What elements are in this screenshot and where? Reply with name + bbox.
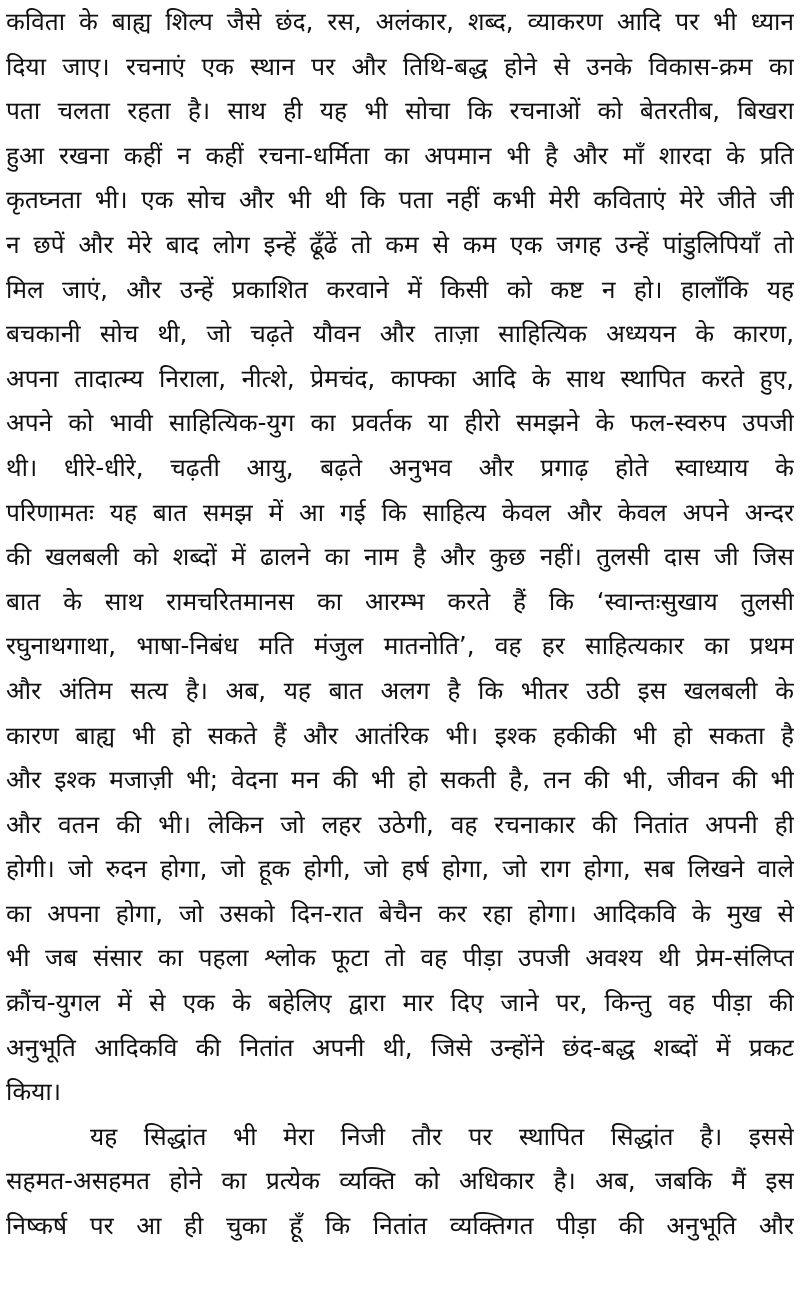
text-line: निष्कर्ष पर आ ही चुका हूँ कि नितांत व्यक्तिगत पीड़ा की अनुभूति और (6, 1211, 794, 1241)
text-line: कृतघ्नता भी। एक सोच और भी थी कि पता नहीं कभी मेरी कविताएं मेरे जीते जी (6, 185, 794, 215)
text-line: और अंतिम सत्य है। अब, यह बात अलग है कि भीतर उठी इस खलबली के (6, 675, 794, 705)
text-line: का अपना होगा, जो उसको दिन-रात बेचैन कर रहा होगा। आदिकवि के मुख से (6, 898, 794, 928)
text-line: कविता के बाह्य शिल्प जैसे छंद, रस, अलंकार, शब्द, व्याकरण आदि पर भी ध्यान (6, 7, 794, 36)
paragraph (6, 1115, 794, 1249)
text-line: अनुभूति आदिकवि की नितांत अपनी थी, जिसे उन्होंने छंद-बद्ध शब्दों में प्रकट (6, 1032, 794, 1062)
paragraph (6, 0, 794, 1115)
text-line: न छपें और मेरे बाद लोग इन्हें ढूँढें तो कम से कम एक जगह उन्हें पांडुलिपियाँ तो (6, 229, 794, 259)
text-line: अपने को भावी साहित्यिक-युग का प्रवर्तक या हीरो समझने के फल-स्वरुप उपजी (6, 408, 794, 438)
text-line: भी जब संसार का पहला श्लोक फूटा तो वह पीड़ा उपजी अवश्य थी प्रेम-संलिप्त (6, 943, 794, 973)
text-line: अपना तादात्म्य निराला, नीत्शे, प्रेमचंद, काफ्का आदि के साथ स्थापित करते हुए, (6, 363, 794, 393)
text-line: सहमत-असहमत होने का प्रत्येक व्यक्ति को अधिकार है। अब, जबकि मैं इस (6, 1166, 794, 1196)
text-line: बात के साथ रामचरितमानस का आरम्भ करते हैं कि ‘स्वान्तःसुखाय तुलसी (6, 586, 794, 616)
text-line: और इश्क मजाज़ी भी; वेदना मन की भी हो सकती है, तन की भी, जीवन की भी (6, 765, 794, 795)
text-line: पता चलता रहता है। साथ ही यह भी सोचा कि रचनाओं को बेतरतीब, बिखरा (6, 96, 794, 126)
text-line: मिल जाएं, और उन्हें प्रकाशित करवाने में किसी को कष्ट न हो। हालाँकि यह (6, 274, 794, 304)
text-line: होगी। जो रुदन होगा, जो हूक होगी, जो हर्ष होगा, जो राग होगा, सब लिखने वाले (6, 854, 794, 884)
text-line: थी। धीरे-धीरे, चढ़ती आयु, बढ़ते अनुभव और प्रगाढ़ होते स्वाध्याय के (6, 452, 794, 482)
text-line: यह सिद्धांत भी मेरा निजी तौर पर स्थापित सिद्धांत है। इससे (90, 1121, 794, 1151)
document-page (6, 0, 794, 1290)
text-line: क्रौंच-युगल में से एक के बहेलिए द्वारा मार दिए जाने पर, किन्तु वह पीड़ा की (6, 988, 794, 1018)
text-line: और वतन की भी। लेकिन जो लहर उठेगी, वह रचनाकार की नितांत अपनी ही (6, 809, 794, 839)
text-line: परिणामतः यह बात समझ में आ गई कि साहित्य केवल और केवल अपने अन्दर (6, 497, 794, 527)
text-line: रघुनाथगाथा, भाषा-निबंध मति मंजुल मातनोति’, वह हर साहित्यकार का प्रथम (6, 631, 794, 661)
text-line: किया। (6, 1077, 62, 1107)
text-line: दिया जाए। रचनाएं एक स्थान पर और तिथि-बद्ध होने से उनके विकास-क्रम का (6, 51, 794, 81)
text-line: की खलबली को शब्दों में ढालने का नाम है और कुछ नहीं। तुलसी दास जी जिस (6, 542, 794, 572)
text-line: बचकानी सोच थी, जो चढ़ते यौवन और ताज़ा साहित्यिक अध्ययन के कारण, (6, 319, 794, 349)
text-line: कारण बाह्य भी हो सकते हैं और आतंरिक भी। इश्क हकीकी भी हो सकता है (6, 720, 794, 750)
text-line: हुआ रखना कहीं न कहीं रचना-धर्मिता का अपमान भी है और माँ शारदा के प्रति (6, 140, 794, 170)
